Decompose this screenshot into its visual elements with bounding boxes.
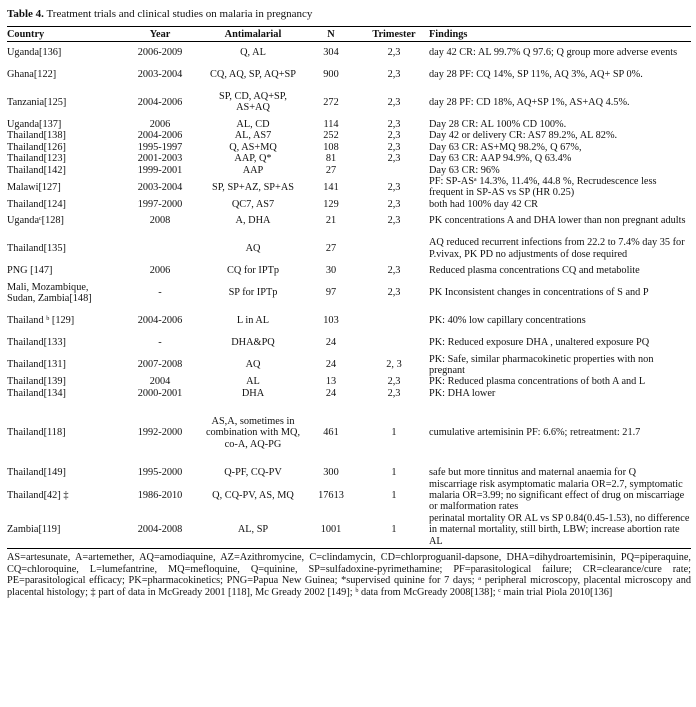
cell-year: - [158, 287, 162, 299]
cell-n: 24 [325, 336, 337, 348]
cell-tri: 2,3 [387, 181, 401, 193]
table-row [7, 119, 691, 130]
cell-n: 17613 [318, 490, 344, 501]
cell-country: Thailand ᵇ [129] [7, 314, 75, 326]
cell-country: Mali, Mozambique, Sudan, Zambia[148] [7, 281, 92, 305]
cell-n: 27 [325, 242, 337, 254]
cell-n: 81 [325, 153, 337, 165]
cell-year: 2006 [149, 118, 171, 130]
cell-n: 272 [323, 96, 339, 108]
cell-year: - [158, 336, 162, 348]
cell-tri [359, 310, 429, 332]
cell-n: 900 [323, 69, 339, 81]
cell-drug: A, DHA [235, 215, 271, 227]
table-row [7, 354, 691, 377]
cell-drug: DHA&PQ [231, 336, 275, 348]
cell-country: Thailand[138] [7, 130, 66, 142]
cell-tri: 2, 3 [386, 359, 402, 371]
cell-findings: day 28 PF: CD 18%, AQ+SP 1%, AS+AQ 4.5%. [429, 96, 630, 108]
cell-year: 2003-2004 [137, 181, 183, 193]
cell-tri: 2,3 [387, 387, 401, 399]
cell-tri [359, 332, 429, 354]
cell-findings: PK concentrations A and DHA lower than non pregnant adults [429, 215, 686, 227]
cell-country: Thailand[124] [7, 198, 66, 210]
cell-year: 2003-2004 [137, 69, 183, 81]
header-findings: Findings [429, 27, 691, 42]
table-page [7, 8, 691, 598]
cell-year: 2004 [149, 376, 171, 388]
cell-n: 24 [325, 387, 337, 399]
cell-tri: 2,3 [387, 265, 401, 277]
table-row [7, 265, 691, 276]
cell-year: 2004-2006 [137, 314, 183, 326]
cell-year: 1995-2000 [137, 467, 183, 479]
cell-year: 1997-2000 [137, 198, 183, 210]
cell-n: 1001 [303, 513, 359, 549]
cell-drug: AS,A, sometimes in combination with MQ, co-A, AQ-PG [205, 416, 301, 450]
cell-findings: miscarriage risk asymptomatic malaria OR=2.7, symptomatic malaria OR=3.99; no significant effect of drug on miscarriage or malformation rates [429, 478, 685, 513]
cell-year: 2004-2006 [137, 96, 183, 108]
cell-drug: CQ for IPTp [226, 265, 280, 277]
cell-tri: 1 [391, 427, 397, 439]
cell-findings: PK: Safe, similar pharmacokinetic properties with non pregnant [429, 353, 654, 376]
cell-tri: 2,3 [387, 47, 401, 59]
cell-country: Thailand[134] [7, 387, 66, 399]
cell-drug: SP for IPTp [228, 287, 278, 299]
cell-country: Thailand[42] ‡ [7, 490, 69, 501]
malaria-pregnancy-table [7, 26, 691, 549]
header-year: Year [117, 27, 203, 42]
cell-drug: SP, SP+AZ, SP+AS [211, 181, 295, 193]
cell-country: Thailand[142] [7, 164, 66, 176]
cell-tri: 2,3 [387, 198, 401, 210]
cell-country: Tanzania[125] [7, 96, 67, 108]
table-caption [7, 8, 691, 21]
cell-drug: AL, AS7 [234, 130, 272, 142]
cell-findings: Day 28 CR: AL 100% CD 100%. [429, 118, 567, 130]
cell-tri: 2,3 [387, 130, 401, 142]
cell-year: 2007-2008 [137, 359, 183, 371]
cell-findings: PF: SP-ASᵃ 14.3%, 11.4%, 44.8 %, Recrudescence less frequent in SP-AS vs SP (HR 0.25) [429, 175, 657, 199]
cell-drug: AQ [245, 242, 261, 254]
cell-year: 2001-2003 [137, 153, 183, 165]
cell-findings: PK: 40% low capillary concentrations [429, 314, 586, 326]
cell-findings: AQ reduced recurrent infections from 22.2 to 7.4% day 35 for P.vivax, PK PD no adjustments of dose required [429, 237, 685, 260]
cell-year: 1986-2010 [137, 490, 183, 501]
cell-n: 103 [323, 314, 339, 326]
table-row [7, 332, 691, 354]
cell-findings: PK: Reduced plasma concentrations of both A and L [429, 376, 646, 388]
cell-country: Ugandaᶜ[128] [7, 215, 64, 227]
table-row [7, 153, 691, 164]
cell-tri [359, 165, 429, 176]
cell-tri: 1 [391, 467, 397, 479]
cell-n: 30 [325, 265, 337, 277]
cell-year [117, 232, 203, 265]
cell-country: Ghana[122] [7, 69, 57, 81]
cell-country: Thailand[126] [7, 141, 66, 153]
cell-country: Malawi[127] [7, 181, 61, 193]
cell-findings: both had 100% day 42 CR [429, 198, 538, 210]
table-row [7, 176, 691, 199]
cell-drug: Q, AS+MQ [229, 141, 277, 153]
cell-drug: CQ, AQ, SP, AQ+SP [210, 69, 296, 81]
cell-year: 1995-1997 [137, 141, 183, 153]
cell-tri: 2,3 [387, 376, 401, 388]
table-row [7, 86, 691, 119]
table-row [7, 467, 691, 478]
cell-drug: AAP, Q* [234, 153, 272, 165]
cell-country: Zambia[119] [7, 513, 117, 549]
cell-findings: PK: Reduced exposure DHA , unaltered exposure PQ [429, 336, 650, 348]
cell-country: Thailand[123] [7, 153, 66, 165]
table-row [7, 399, 691, 467]
table-row [7, 199, 691, 210]
header-country: Country [7, 27, 117, 42]
cell-country: Thailand[131] [7, 359, 66, 371]
table-row [7, 130, 691, 141]
cell-n: 304 [323, 47, 339, 59]
cell-year: 2006-2009 [137, 47, 183, 59]
table-row [7, 142, 691, 153]
table-header-row [7, 27, 691, 42]
cell-drug: Q-PF, CQ-PV [224, 467, 282, 479]
table-caption-label: Table 4. [7, 8, 44, 20]
cell-tri: 2,3 [387, 287, 401, 299]
cell-findings: day 28 PF: CQ 14%, SP 11%, AQ 3%, AQ+ SP 0%. [429, 69, 643, 81]
cell-tri: 1 [359, 513, 429, 549]
cell-tri: 2,3 [387, 215, 401, 227]
cell-year: 2004-2006 [137, 130, 183, 142]
header-n: N [303, 27, 359, 42]
cell-n: 24 [325, 359, 337, 371]
cell-year: 1992-2000 [137, 427, 183, 439]
table-caption-text: Treatment trials and clinical studies on malaria in pregnancy [43, 8, 313, 20]
table-row [7, 210, 691, 232]
cell-n: 27 [325, 164, 337, 176]
cell-country: Thailand[118] [7, 427, 66, 439]
table-row [7, 376, 691, 387]
cell-drug: DHA [241, 387, 265, 399]
cell-tri: 2,3 [387, 153, 401, 165]
table-row [7, 388, 691, 399]
cell-n: 141 [323, 181, 339, 193]
cell-country: Uganda[136] [7, 47, 62, 59]
cell-findings: cumulative artemisinin PF: 6.6%; retreatment: 21.7 [429, 427, 641, 439]
cell-country: Thailand[139] [7, 376, 66, 388]
cell-drug: AL [246, 376, 260, 388]
table-row [7, 513, 691, 549]
cell-n: 114 [323, 118, 339, 130]
cell-findings: safe but more tinnitus and maternal anaemia for Q [429, 467, 637, 479]
cell-country: Thailand[133] [7, 336, 66, 348]
cell-findings: Day 63 CR: 96% [429, 164, 500, 176]
header-trimester: Trimester [359, 27, 429, 42]
cell-country: Thailand[135] [7, 242, 66, 254]
cell-tri: 2,3 [387, 69, 401, 81]
table-row [7, 42, 691, 64]
cell-n: 300 [323, 467, 339, 479]
cell-n: 129 [323, 198, 339, 210]
cell-n: 461 [323, 427, 339, 439]
table-row [7, 165, 691, 176]
table-row [7, 64, 691, 86]
cell-findings: Day 63 CR: AAP 94.9%, Q 63.4% [429, 153, 572, 165]
cell-tri: 2,3 [387, 141, 401, 153]
cell-drug: AAP [242, 164, 264, 176]
table-body [7, 42, 691, 549]
cell-drug: AL, SP [203, 513, 303, 549]
cell-tri [359, 232, 429, 265]
cell-tri: 2,3 [387, 118, 401, 130]
cell-year: 2008 [149, 215, 171, 227]
cell-drug: Q, CQ-PV, AS, MQ [212, 490, 294, 501]
cell-n: 108 [323, 141, 339, 153]
cell-n: 21 [325, 215, 337, 227]
cell-drug: L in AL [236, 314, 270, 326]
cell-findings: day 42 CR: AL 99.7% Q 97.6; Q group more adverse events [429, 47, 678, 59]
table-row [7, 479, 691, 513]
cell-year: 2004-2008 [117, 513, 203, 549]
cell-drug: SP, CD, AQ+SP, AS+AQ [219, 91, 287, 114]
cell-findings: Reduced plasma concentrations CQ and metabolite [429, 265, 640, 277]
cell-drug: AL, CD [236, 118, 270, 130]
cell-tri: 2,3 [387, 96, 401, 108]
cell-country: Thailand[149] [7, 467, 66, 479]
cell-n: 13 [325, 376, 337, 388]
cell-drug: AQ [245, 359, 261, 371]
table-row [7, 277, 691, 310]
cell-year: 1999-2001 [137, 164, 183, 176]
cell-n: 97 [325, 287, 337, 299]
table-legend: AS=artesunate, A=artemether, AQ=amodiaquine, AZ=Azithromycine, C=clindamycin, CD=chlorproguanil-dapsone, DHA=dihydroartemisinin, PQ=piperaquine, CQ=chloroquine, L=lumefantrine, MQ=mefloquine, Q=quinine, SP=sulfadoxine-pyrimethamine; PF=parasitological failure; CR=clearance/cure rate; PE=parasitological efficacy; PK=pharmacokinetics; PNG=Papua New Guinea; *supervised quinine for 7 days; ᵃ peripheral microscopy, placental microscopy and placental histology; ‡ part of data in McGready 2001 [118], Mc Gready 2002 [149]; ᵇ data from McGready 2008[138]; ᶜ main trial Piola 2010[136] [7, 552, 691, 598]
cell-year: 2000-2001 [137, 387, 183, 399]
cell-findings: PK: DHA lower [429, 387, 496, 399]
table-row [7, 310, 691, 332]
cell-drug: Q, AL [240, 47, 266, 59]
cell-findings: perinatal mortality OR AL vs SP 0.84(0.45-1.53), no difference in maternal mortality, still birth, LBW; increase abortion rate AL [429, 512, 690, 547]
cell-findings: Day 42 or delivery CR: AS7 89.2%, AL 82%. [429, 130, 618, 142]
cell-drug: QC7, AS7 [231, 198, 275, 210]
header-antimalarial: Antimalarial [203, 27, 303, 42]
cell-findings: Day 63 CR: AS+MQ 98.2%, Q 67%, [429, 141, 582, 153]
table-row [7, 232, 691, 265]
cell-n: 252 [323, 130, 339, 142]
cell-country: Uganda[137] [7, 118, 62, 130]
cell-year: 2006 [149, 265, 171, 277]
cell-findings: PK Inconsistent changes in concentrations of S and P [429, 287, 649, 299]
cell-country: PNG [147] [7, 265, 53, 277]
cell-tri: 1 [391, 490, 397, 501]
